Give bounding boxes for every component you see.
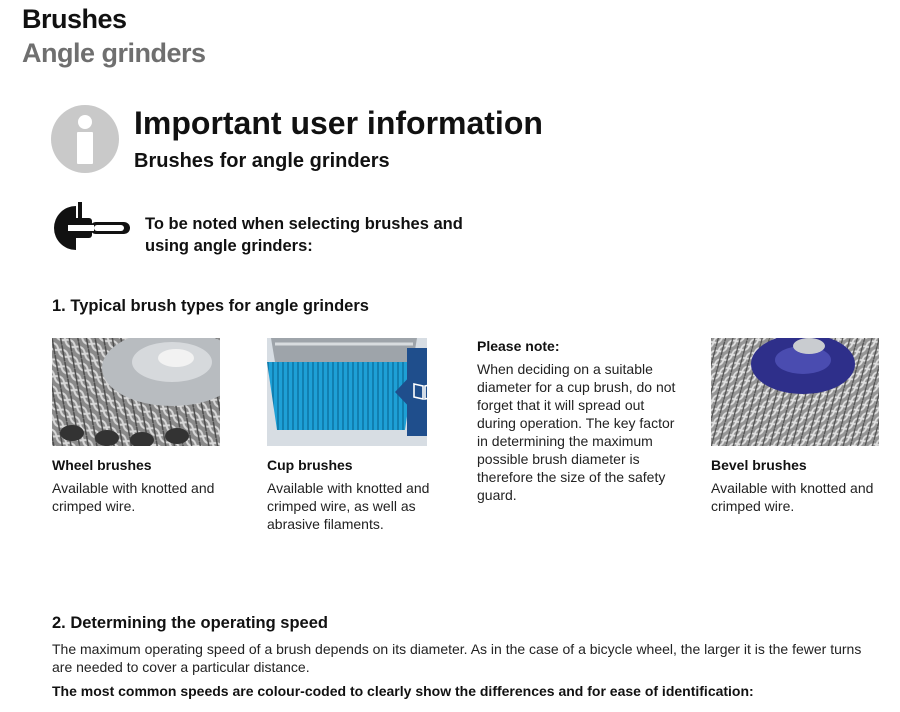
section-2-heading: 2. Determining the operating speed [52,614,328,632]
section-2-bold-text: The most common speeds are colour-coded to clearly show the differences and for ease of identification: [52,683,754,699]
bevel-brush-image [711,338,879,446]
book-icon [413,382,435,400]
bevel-brushes-description: Available with knotted and crimped wire. [711,480,874,514]
please-note-text: When deciding on a suitable diameter for a cup brush, do not forget that it will spread out during operation. The key factor in determining the maximum possible brush diameter is therefore the size of the safety guard. [477,361,676,503]
main-title: Important user information [134,105,543,141]
wheel-brush-image [52,338,220,446]
page-title: Brushes [22,4,127,34]
cup-brush-image [267,338,435,446]
note-heading: To be noted when selecting brushes and using angle grinders: [145,215,463,255]
wheel-brushes-description: Available with knotted and crimped wire. [52,480,215,514]
info-icon [50,104,120,174]
section-1-heading: 1. Typical brush types for angle grinders [52,297,369,315]
please-note-heading: Please note: [477,338,560,354]
cup-brushes-title: Cup brushes [267,457,353,473]
cup-brushes-description: Available with knotted and crimped wire, as well as abrasive filaments. [267,480,430,532]
section-2-text: The maximum operating speed of a brush depends on its diameter. As in the case of a bicycle wheel, the larger it is the fewer turns are needed to cover a particular distance. [52,641,862,675]
bevel-brushes-title: Bevel brushes [711,457,807,473]
main-subtitle: Brushes for angle grinders [134,150,390,172]
wheel-brushes-title: Wheel brushes [52,457,152,473]
angle-grinder-icon [50,200,132,256]
page-subtitle: Angle grinders [22,38,206,68]
